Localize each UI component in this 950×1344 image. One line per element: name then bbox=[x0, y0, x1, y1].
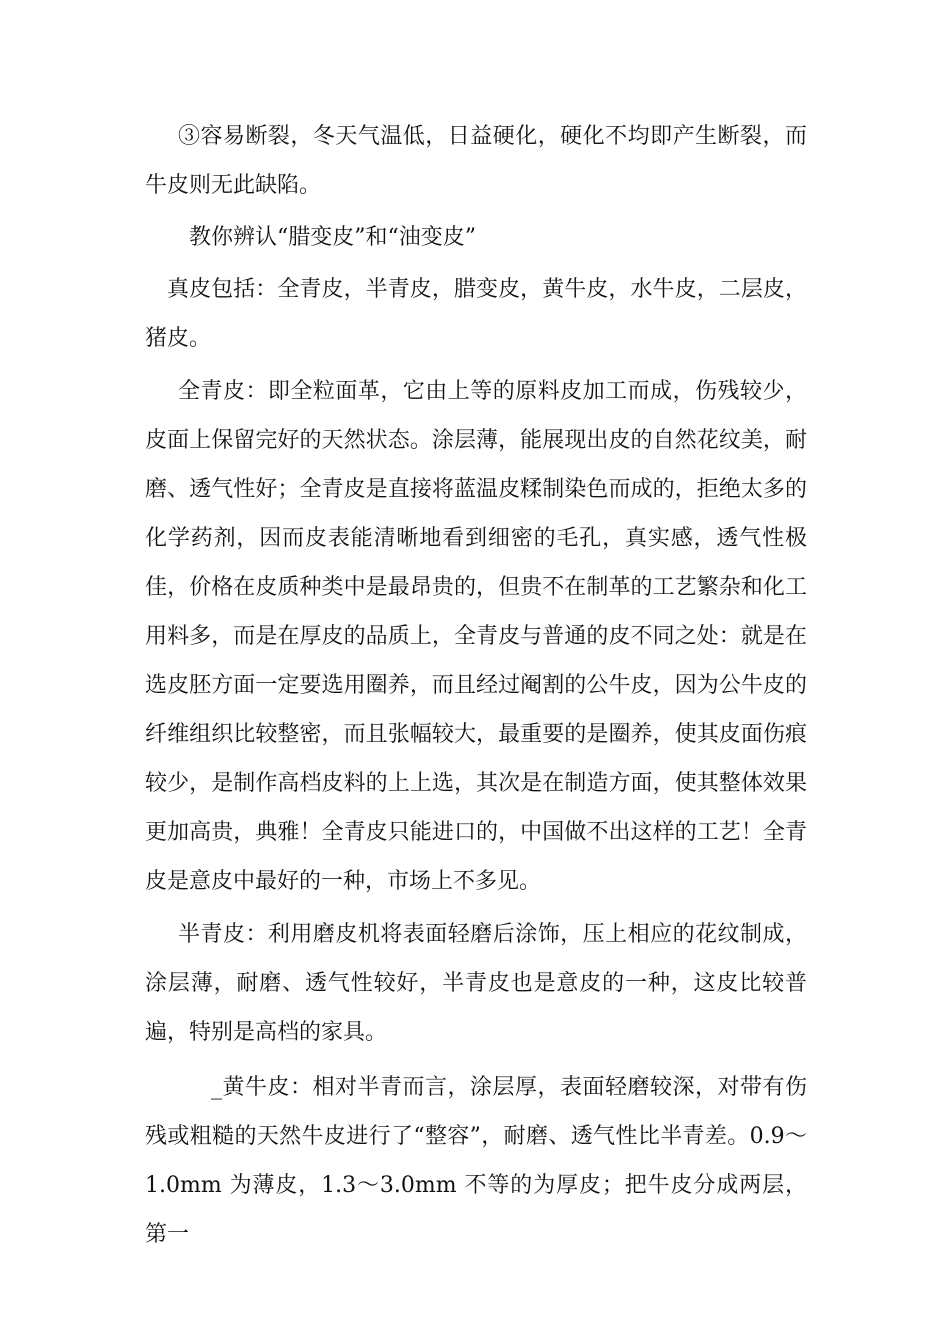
paragraph-heading-identify: 教你辨认“腊变皮”和“油变皮” bbox=[189, 225, 476, 250]
paragraph-full-grain: 全青皮：即全粒面革，它由上等的原料皮加工而成，伤残较少，皮面上保留完好的天然状态。涂层薄，能展现出皮的自然花纹美，耐磨、透气性好；全青皮是直接将蓝温皮糅制染色而成的，拒绝太多的化学药剂，因而皮表能清晰地看到细密的毛孔，真实感，透气性极佳，价格在皮质种类中是最昂贵的，但贵不在制革的工艺繁杂和化工用料多，而是在厚皮的品质上，全青皮与普通的皮不同之处：就是在选皮胚方面一定要选用圈养，而且经过阉割的公牛皮，因为公牛皮的纤维组织比较整密，而且张幅较大，最重要的是圈养，使其皮面伤痕较少，是制作高档皮料的上上选，其次是在制造方面，使其整体效果更加高贵，典雅！全青皮只能进口的，中国做不出这样的工艺！全青皮是意皮中最好的一种，市场上不多见。 bbox=[145, 379, 807, 894]
paragraph-brittleness: ③容易断裂，冬天气温低，日益硬化，硬化不均即产生断裂，而牛皮则无此缺陷。 bbox=[145, 124, 807, 198]
paragraph-half-grain: 半青皮：利用磨皮机将表面轻磨后涂饰，压上相应的花纹制成，涂层薄，耐磨、透气性较好，半青皮也是意皮的一种，这皮比较普遍，特别是高档的家具。 bbox=[145, 922, 807, 1045]
paragraph-yellow-cowhide: _黄牛皮：相对半青而言，涂层厚，表面轻磨较深，对带有伤残或粗糙的天然牛皮进行了“整容”，耐磨、透气性比半青差。0.9～1.0mm 为薄皮，1.3～3.0mm 不等的为厚皮；把牛皮分成两层，第一 bbox=[145, 1075, 807, 1247]
body-text bbox=[145, 112, 807, 1259]
paragraph-genuine-leather-types: 真皮包括：全青皮，半青皮，腊变皮，黄牛皮，水牛皮，二层皮，猪皮。 bbox=[145, 277, 807, 351]
